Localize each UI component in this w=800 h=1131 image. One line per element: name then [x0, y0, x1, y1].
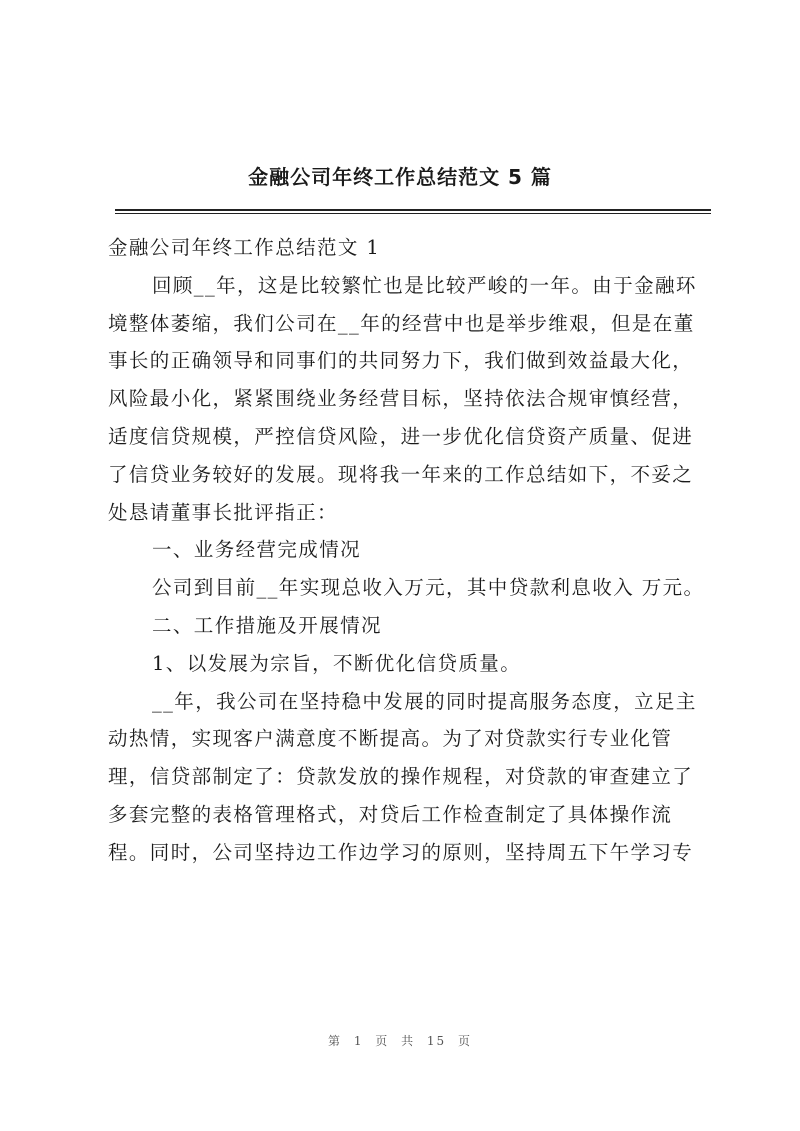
heading-business-performance: 一、业务经营完成情况: [152, 538, 362, 562]
credit-management-paragraph: __年，我公司在坚持稳中发展的同时提高服务态度，立足主动热情，实现客户满意度不断提高。为了对贷款实行专业化管理，信贷部制定了：贷款发放的操作规程，对贷款的审查建立了多套完整的表格管理格式，对贷后工作检查制定了具体操作流程。同时，公司坚持边工作边学习的原则，坚持周五下午学习专: [108, 689, 697, 864]
title-divider-thin-line: [115, 213, 711, 214]
page-number-footer: 第 1 页 共 15 页: [328, 1034, 472, 1048]
document-body: [108, 229, 712, 872]
revenue-paragraph: 公司到目前__年实现总收入万元，其中贷款利息收入 万元。: [152, 576, 705, 600]
heading-work-measures: 二、工作措施及开展情况: [152, 613, 382, 637]
document-title: 金融公司年终工作总结范文 5 篇: [248, 165, 552, 189]
intro-paragraph: 回顾__年，这是比较繁忙也是比较严峻的一年。由于金融环境整体萎缩，我们公司在__年的经营中也是举步维艰，但是在董事长的正确领导和同事们的共同努力下，我们做到效益最大化，风险最小化，紧紧围绕业务经营目标，坚持依法合规审慎经营，适度信贷规模，严控信贷风险，进一步优化信贷资产质量、促进了信贷业务较好的发展。现将我一年来的工作总结如下，不妥之处恳请董事长批评指正：: [108, 273, 697, 524]
subheading-credit-quality: 1、以发展为宗旨，不断优化信贷质量。: [152, 651, 522, 675]
title-divider: [115, 209, 711, 214]
title-divider-thick-line: [115, 209, 711, 211]
section-subtitle: 金融公司年终工作总结范文 1: [108, 236, 381, 259]
